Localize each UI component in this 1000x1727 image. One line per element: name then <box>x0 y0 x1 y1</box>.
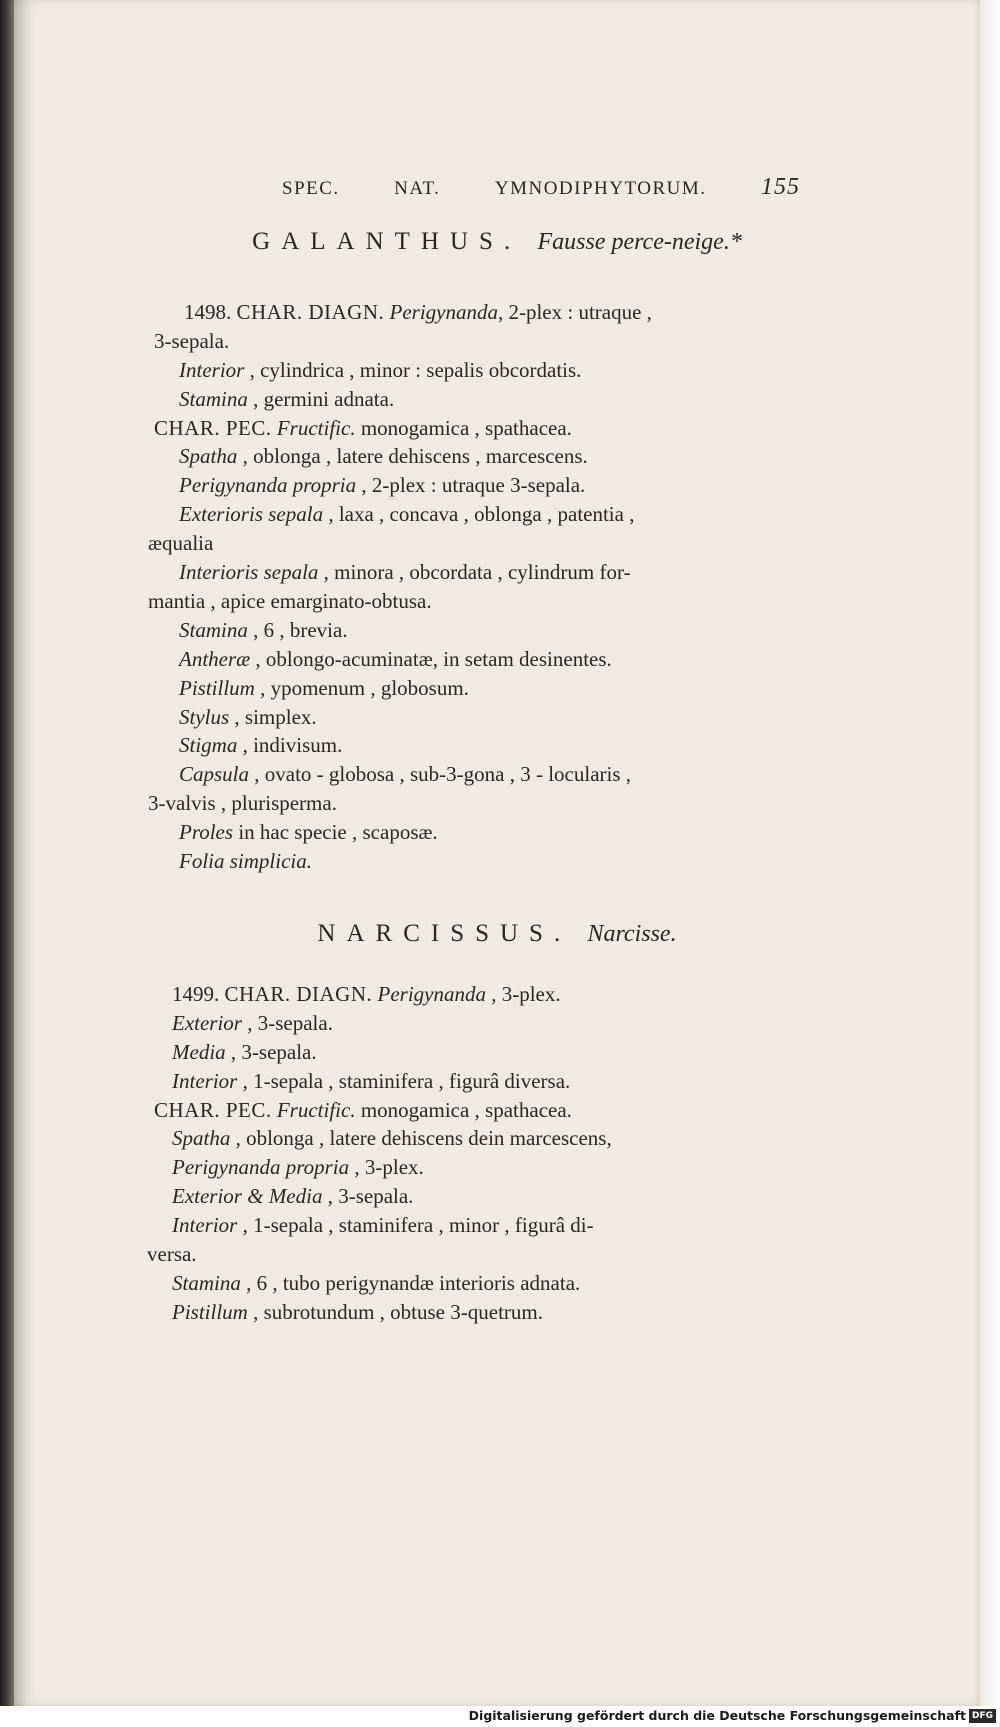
text-line <box>148 529 213 557</box>
footer-bar <box>0 1706 1000 1727</box>
italic-term: Interior <box>172 1069 238 1093</box>
text-line <box>172 1067 570 1095</box>
italic-term: Stamina <box>179 618 248 642</box>
character-heading: CHAR. DIAGN. <box>236 300 385 324</box>
italic-term: Pistillum <box>172 1300 248 1324</box>
text-line <box>184 298 652 326</box>
book-page <box>14 0 980 1706</box>
funding-credit: Digitalisierung gefördert durch die Deutsche Forschungsgemeinschaft <box>468 1708 966 1723</box>
line-text: , 2-plex : utraque , <box>497 300 652 324</box>
text-line <box>172 1009 333 1037</box>
text-line <box>172 1182 413 1210</box>
line-text: 3-sepala. <box>154 329 230 353</box>
dfg-logo: DFG <box>969 1709 996 1723</box>
italic-term: Stylus <box>179 705 230 729</box>
entry-number: 1498. <box>184 300 232 324</box>
text-line <box>179 645 612 673</box>
text-line <box>148 587 432 615</box>
genus-name: GALANTHUS. <box>252 228 522 255</box>
text-line <box>179 731 342 759</box>
line-text: , oblonga , latere dehiscens dein marcescens, <box>230 1126 612 1150</box>
text-line <box>172 1124 612 1152</box>
running-header <box>282 174 800 204</box>
text-line <box>179 385 394 413</box>
line-text: , 3-sepala. <box>241 1011 333 1035</box>
text-line <box>154 414 572 442</box>
italic-term: Media <box>172 1040 226 1064</box>
text-line <box>154 327 229 355</box>
italic-term: Perigynanda propria <box>172 1155 350 1179</box>
line-text: , ypomenum , globosum. <box>254 676 469 700</box>
line-text: , 2-plex : utraque 3-sepala. <box>356 473 586 497</box>
text-line <box>172 1269 580 1297</box>
italic-term: Capsula <box>179 762 250 786</box>
scan-binding-edge <box>0 0 14 1727</box>
line-text: , 3-sepala. <box>225 1040 317 1064</box>
text-line <box>179 818 438 846</box>
text-line <box>179 356 581 384</box>
italic-term: Interior <box>179 358 245 382</box>
text-line <box>179 442 588 470</box>
text-line <box>179 558 631 586</box>
genus-common-name: Fausse perce-neige.* <box>537 229 742 255</box>
italic-term: Interioris sepala <box>179 560 319 584</box>
italic-term: Proles <box>179 820 234 844</box>
line-text: æqualia <box>148 531 214 555</box>
text-line <box>172 980 561 1008</box>
italic-term: Exterior & Media <box>172 1184 323 1208</box>
italic-term: Stamina <box>172 1271 241 1295</box>
italic-term: Stamina <box>179 387 248 411</box>
italic-term: Fructific. <box>276 416 356 440</box>
genus-heading-galanthus <box>14 228 980 256</box>
genus-name: NARCISSUS. <box>317 920 572 947</box>
text-line <box>179 471 585 499</box>
entry-number: 1499. <box>172 982 220 1006</box>
header-spec: SPEC. <box>282 178 340 199</box>
character-heading: CHAR. PEC. <box>154 416 272 440</box>
header-title: YMNODIPHYTORUM. <box>494 178 707 199</box>
scan-right-margin <box>980 0 1000 1706</box>
line-text: mantia , apice emarginato-obtusa. <box>148 589 432 613</box>
text-line <box>172 1298 543 1326</box>
italic-term: Pistillum <box>179 676 255 700</box>
line-text: 3-valvis , plurisperma. <box>148 791 337 815</box>
text-line <box>179 760 631 788</box>
italic-term: Antheræ <box>179 647 251 671</box>
line-text: , oblonga , latere dehiscens , marcescens. <box>237 444 588 468</box>
text-line <box>172 1153 424 1181</box>
italic-term: Perigynanda <box>389 300 498 324</box>
italic-term: Spatha <box>179 444 238 468</box>
line-text: , 1-sepala , staminifera , minor , figurâ di- <box>237 1213 594 1237</box>
line-text: , minora , obcordata , cylindrum for- <box>318 560 631 584</box>
character-heading: CHAR. DIAGN. <box>224 982 373 1006</box>
line-text: monogamica , spathacea. <box>355 1098 572 1122</box>
header-nat: NAT. <box>394 178 441 199</box>
line-text: , laxa , concava , oblonga , patentia , <box>323 502 635 526</box>
character-heading: CHAR. PEC. <box>154 1098 272 1122</box>
line-text: , 1-sepala , staminifera , figurâ diversa. <box>237 1069 571 1093</box>
italic-term: Perigynanda <box>377 982 486 1006</box>
text-line <box>179 847 312 875</box>
line-text: , 6 , tubo perigynandæ interioris adnata. <box>240 1271 581 1295</box>
italic-term: Fructific. <box>276 1098 356 1122</box>
text-line <box>179 703 317 731</box>
text-line <box>147 1240 197 1268</box>
line-text: , subrotundum , obtuse 3-quetrum. <box>247 1300 543 1324</box>
text-line <box>172 1038 317 1066</box>
line-text: , 3-plex. <box>485 982 561 1006</box>
genus-common-name: Narcisse. <box>587 921 677 947</box>
italic-term: Interior <box>172 1213 238 1237</box>
text-line <box>179 616 348 644</box>
line-text: , 3-sepala. <box>322 1184 414 1208</box>
genus-heading-narcissus <box>14 920 980 948</box>
line-text: , germini adnata. <box>247 387 395 411</box>
line-text: , 3-plex. <box>349 1155 424 1179</box>
text-line <box>179 674 469 702</box>
text-line <box>179 500 634 528</box>
line-text: , 6 , brevia. <box>247 618 348 642</box>
line-text: , cylindrica , minor : sepalis obcordatis. <box>244 358 582 382</box>
line-text: in hac specie , scaposæ. <box>233 820 438 844</box>
italic-term: Perigynanda propria <box>179 473 357 497</box>
italic-term: Folia simplicia. <box>179 849 312 873</box>
line-text: , ovato - globosa , sub-3-gona , 3 - locularis , <box>249 762 632 786</box>
italic-term: Stigma <box>179 733 238 757</box>
italic-term: Exterioris sepala <box>179 502 324 526</box>
line-text: versa. <box>147 1242 197 1266</box>
text-line <box>154 1096 572 1124</box>
page-number: 155 <box>760 174 800 200</box>
text-line <box>148 789 337 817</box>
line-text: , simplex. <box>229 705 317 729</box>
text-line <box>172 1211 594 1239</box>
italic-term: Exterior <box>172 1011 242 1035</box>
line-text: , oblongo-acuminatæ, in setam desinentes. <box>250 647 612 671</box>
italic-term: Spatha <box>172 1126 231 1150</box>
line-text: , indivisum. <box>237 733 343 757</box>
line-text: monogamica , spathacea. <box>355 416 572 440</box>
